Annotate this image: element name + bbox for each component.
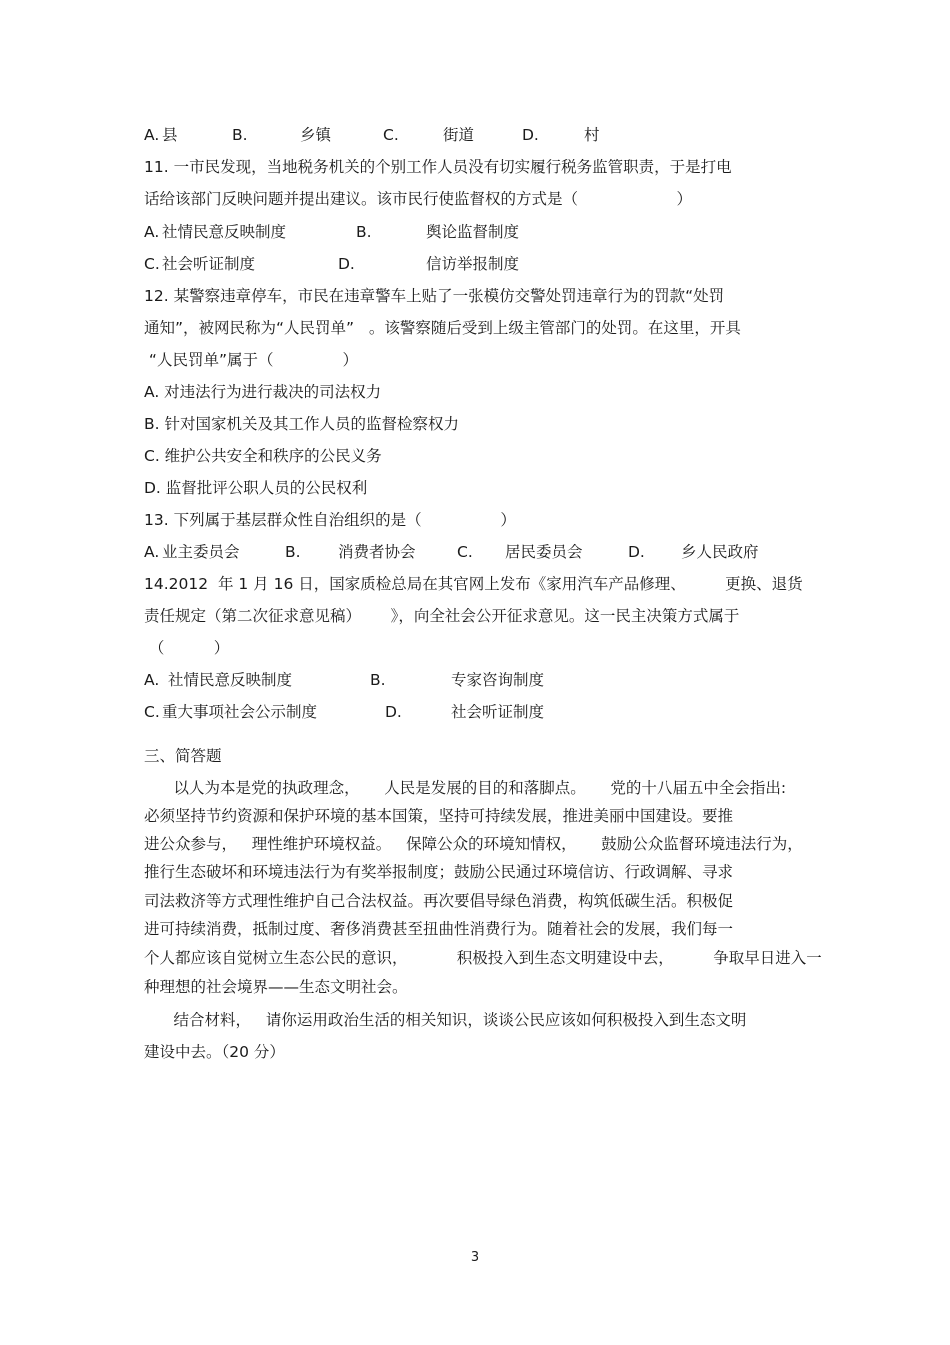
page-number: 3: [470, 1250, 480, 1265]
material-line-1: 以人为本是党的执政理念， 人民是发展的目的和落脚点。 党的十八届五中全会指出:: [144, 779, 787, 797]
question-line-2: 建设中去。（20 分）: [144, 1043, 285, 1061]
q14-stem-line-3: （ ）: [144, 639, 230, 657]
material-line-3: 进公众参与， 理性维护环境权益。 保障公众的环境知情权， 鼓励公众监督环境违法行为，: [144, 835, 803, 853]
q12-option-d: D. 监督批评公职人员的公民权利: [144, 479, 368, 497]
q13-stem: 13. 下列属于基层群众性自治组织的是（ ）: [144, 511, 516, 529]
q14-option-a-letter: A.: [144, 671, 160, 689]
q11-option-a-text: 社情民意反映制度: [162, 223, 287, 241]
q12-stem-line-2: 通知”，被网民称为“人民罚单” 。该警察随后受到上级主管部门的处罚。在这里，开具: [144, 319, 741, 337]
q11-option-d-letter: D.: [338, 255, 355, 273]
q14-option-a-text: 社情民意反映制度: [168, 671, 293, 689]
q10-option-a-text: 县: [162, 126, 178, 144]
q14-option-b-text: 专家咨询制度: [451, 671, 545, 689]
q13-option-a-letter: A.: [144, 543, 160, 561]
q12-option-a: A. 对违法行为进行裁决的司法权力: [144, 383, 382, 401]
q10-option-d-text: 村: [584, 126, 600, 144]
q11-option-b-letter: B.: [356, 223, 372, 241]
material-line-4: 推行生态破坏和环境违法行为有奖举报制度；鼓励公民通过环境信访、行政调解、寻求: [144, 863, 734, 881]
q13-option-d-text: 乡人民政府: [681, 543, 759, 561]
q11-option-a-letter: A.: [144, 223, 160, 241]
q11-stem-line-2: 话给该部门反映问题并提出建议。该市民行使监督权的方式是（ ）: [144, 190, 693, 208]
q11-option-b-text: 舆论监督制度: [426, 223, 520, 241]
q12-option-c: C. 维护公共安全和秩序的公民义务: [144, 447, 382, 465]
q10-option-b-letter: B.: [232, 126, 248, 144]
q10-option-a-letter: A.: [144, 126, 160, 144]
q10-option-b-text: 乡镇: [300, 126, 332, 144]
q13-option-c-letter: C.: [457, 543, 473, 561]
material-line-2: 必须坚持节约资源和保护环境的基本国策，坚持可持续发展，推进美丽中国建设。要推: [144, 807, 734, 825]
q14-stem-line-1: 14.2012 年 1 月 16 日，国家质检总局在其官网上发布《家用汽车产品修理、 更换、退货: [144, 575, 803, 593]
q11-option-d-text: 信访举报制度: [426, 255, 520, 273]
material-line-7: 个人都应该自觉树立生态公民的意识， 积极投入到生态文明建设中去， 争取早日进入一: [144, 949, 822, 967]
q12-stem-line-3: “人民罚单”属于（ ）: [144, 351, 358, 369]
q11-stem-line-1: 11. 一市民发现，当地税务机关的个别工作人员没有切实履行税务监管职责，于是打电: [144, 158, 732, 176]
q13-option-c-text: 居民委员会: [505, 543, 583, 561]
q14-option-c-text: 重大事项社会公示制度: [162, 703, 318, 721]
q13-option-b-letter: B.: [285, 543, 301, 561]
q11-option-c-letter: C.: [144, 255, 160, 273]
q13-option-b-text: 消费者协会: [338, 543, 416, 561]
material-line-8: 种理想的社会境界——生态文明社会。: [144, 978, 408, 996]
q11-option-c-text: 社会听证制度: [162, 255, 256, 273]
q14-stem-line-2: 责任规定（第二次征求意见稿） 》，向全社会公开征求意见。这一民主决策方式属于: [144, 607, 740, 625]
q14-option-d-text: 社会听证制度: [451, 703, 545, 721]
q10-option-c-text: 街道: [443, 126, 475, 144]
material-line-6: 进可持续消费，抵制过度、奢侈消费甚至扭曲性消费行为。随着社会的发展，我们每一: [144, 920, 734, 938]
q14-option-d-letter: D.: [385, 703, 402, 721]
q13-option-d-letter: D.: [628, 543, 645, 561]
q14-option-c-letter: C.: [144, 703, 160, 721]
q12-option-b: B. 针对国家机关及其工作人员的监督检察权力: [144, 415, 459, 433]
q12-stem-line-1: 12. 某警察违章停车，市民在违章警车上贴了一张模仿交警处罚违章行为的罚款“处罚: [144, 287, 725, 305]
q14-option-b-letter: B.: [370, 671, 386, 689]
question-line-1: 结合材料， 请你运用政治生活的相关知识，谈谈公民应该如何积极投入到生态文明: [144, 1011, 747, 1029]
material-line-5: 司法救济等方式理性维护自己合法权益。再次要倡导绿色消费，构筑低碳生活。积极促: [144, 892, 734, 910]
q10-option-c-letter: C.: [383, 126, 399, 144]
section-heading: 三、简答题: [144, 747, 222, 765]
q10-option-d-letter: D.: [522, 126, 539, 144]
q13-option-a-text: 业主委员会: [162, 543, 240, 561]
